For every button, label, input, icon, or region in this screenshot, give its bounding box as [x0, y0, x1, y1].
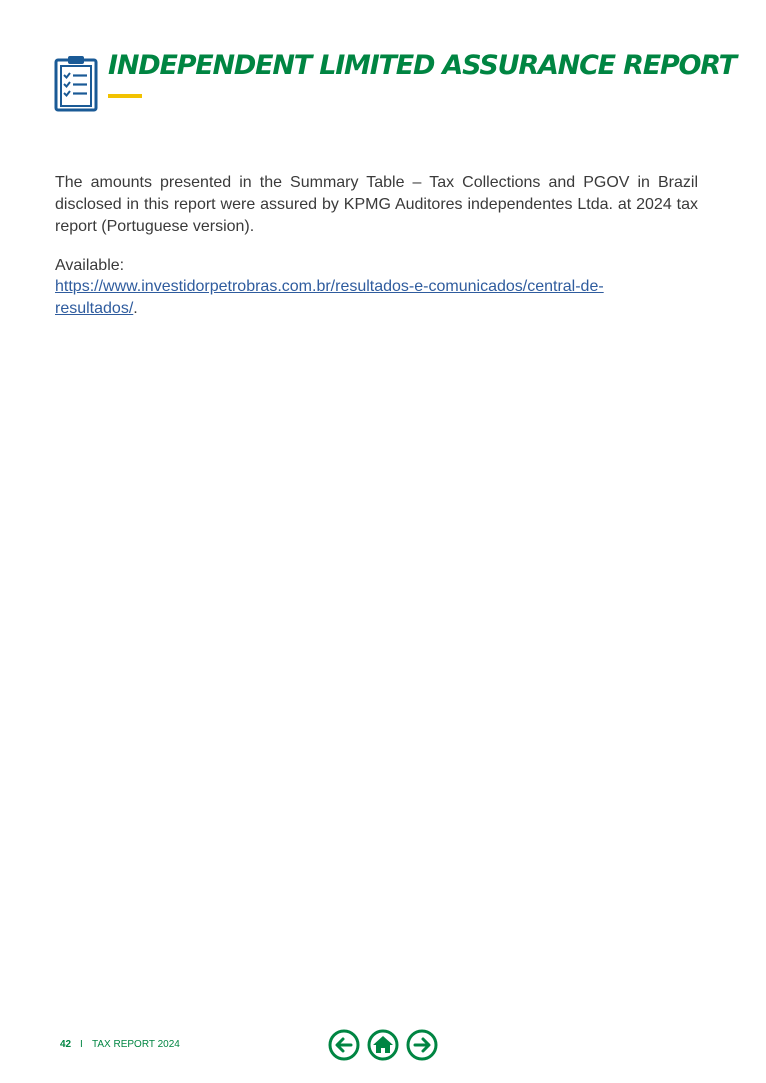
link-block [55, 276, 655, 320]
page-number: 42 [60, 1039, 72, 1050]
page-title: INDEPENDENT LIMITED ASSURANCE REPORT [108, 50, 736, 81]
previous-page-button[interactable] [328, 1029, 360, 1061]
arrow-left-icon [330, 1031, 358, 1059]
results-link[interactable]: https://www.investidorpetrobras.com.br/resultados-e-comunicados/central-de-resultados/ [55, 278, 604, 317]
arrow-right-icon [408, 1031, 436, 1059]
clipboard-checklist-icon [54, 54, 98, 112]
home-button[interactable] [367, 1029, 399, 1061]
assurance-paragraph: The amounts presented in the Summary Table – Tax Collections and PGOV in Brazil disclosed in this report were assured by KPMG Auditores independentes Ltda. at 2024 tax report (Portuguese version). [55, 174, 698, 235]
report-name: TAX REPORT 2024 [92, 1039, 180, 1050]
next-page-button[interactable] [406, 1029, 438, 1061]
title-accent-bar [108, 94, 142, 98]
link-trailing-period: . [133, 300, 138, 317]
available-label: Available: [55, 257, 125, 274]
footer-separator: I [80, 1039, 83, 1050]
home-icon [369, 1031, 397, 1059]
